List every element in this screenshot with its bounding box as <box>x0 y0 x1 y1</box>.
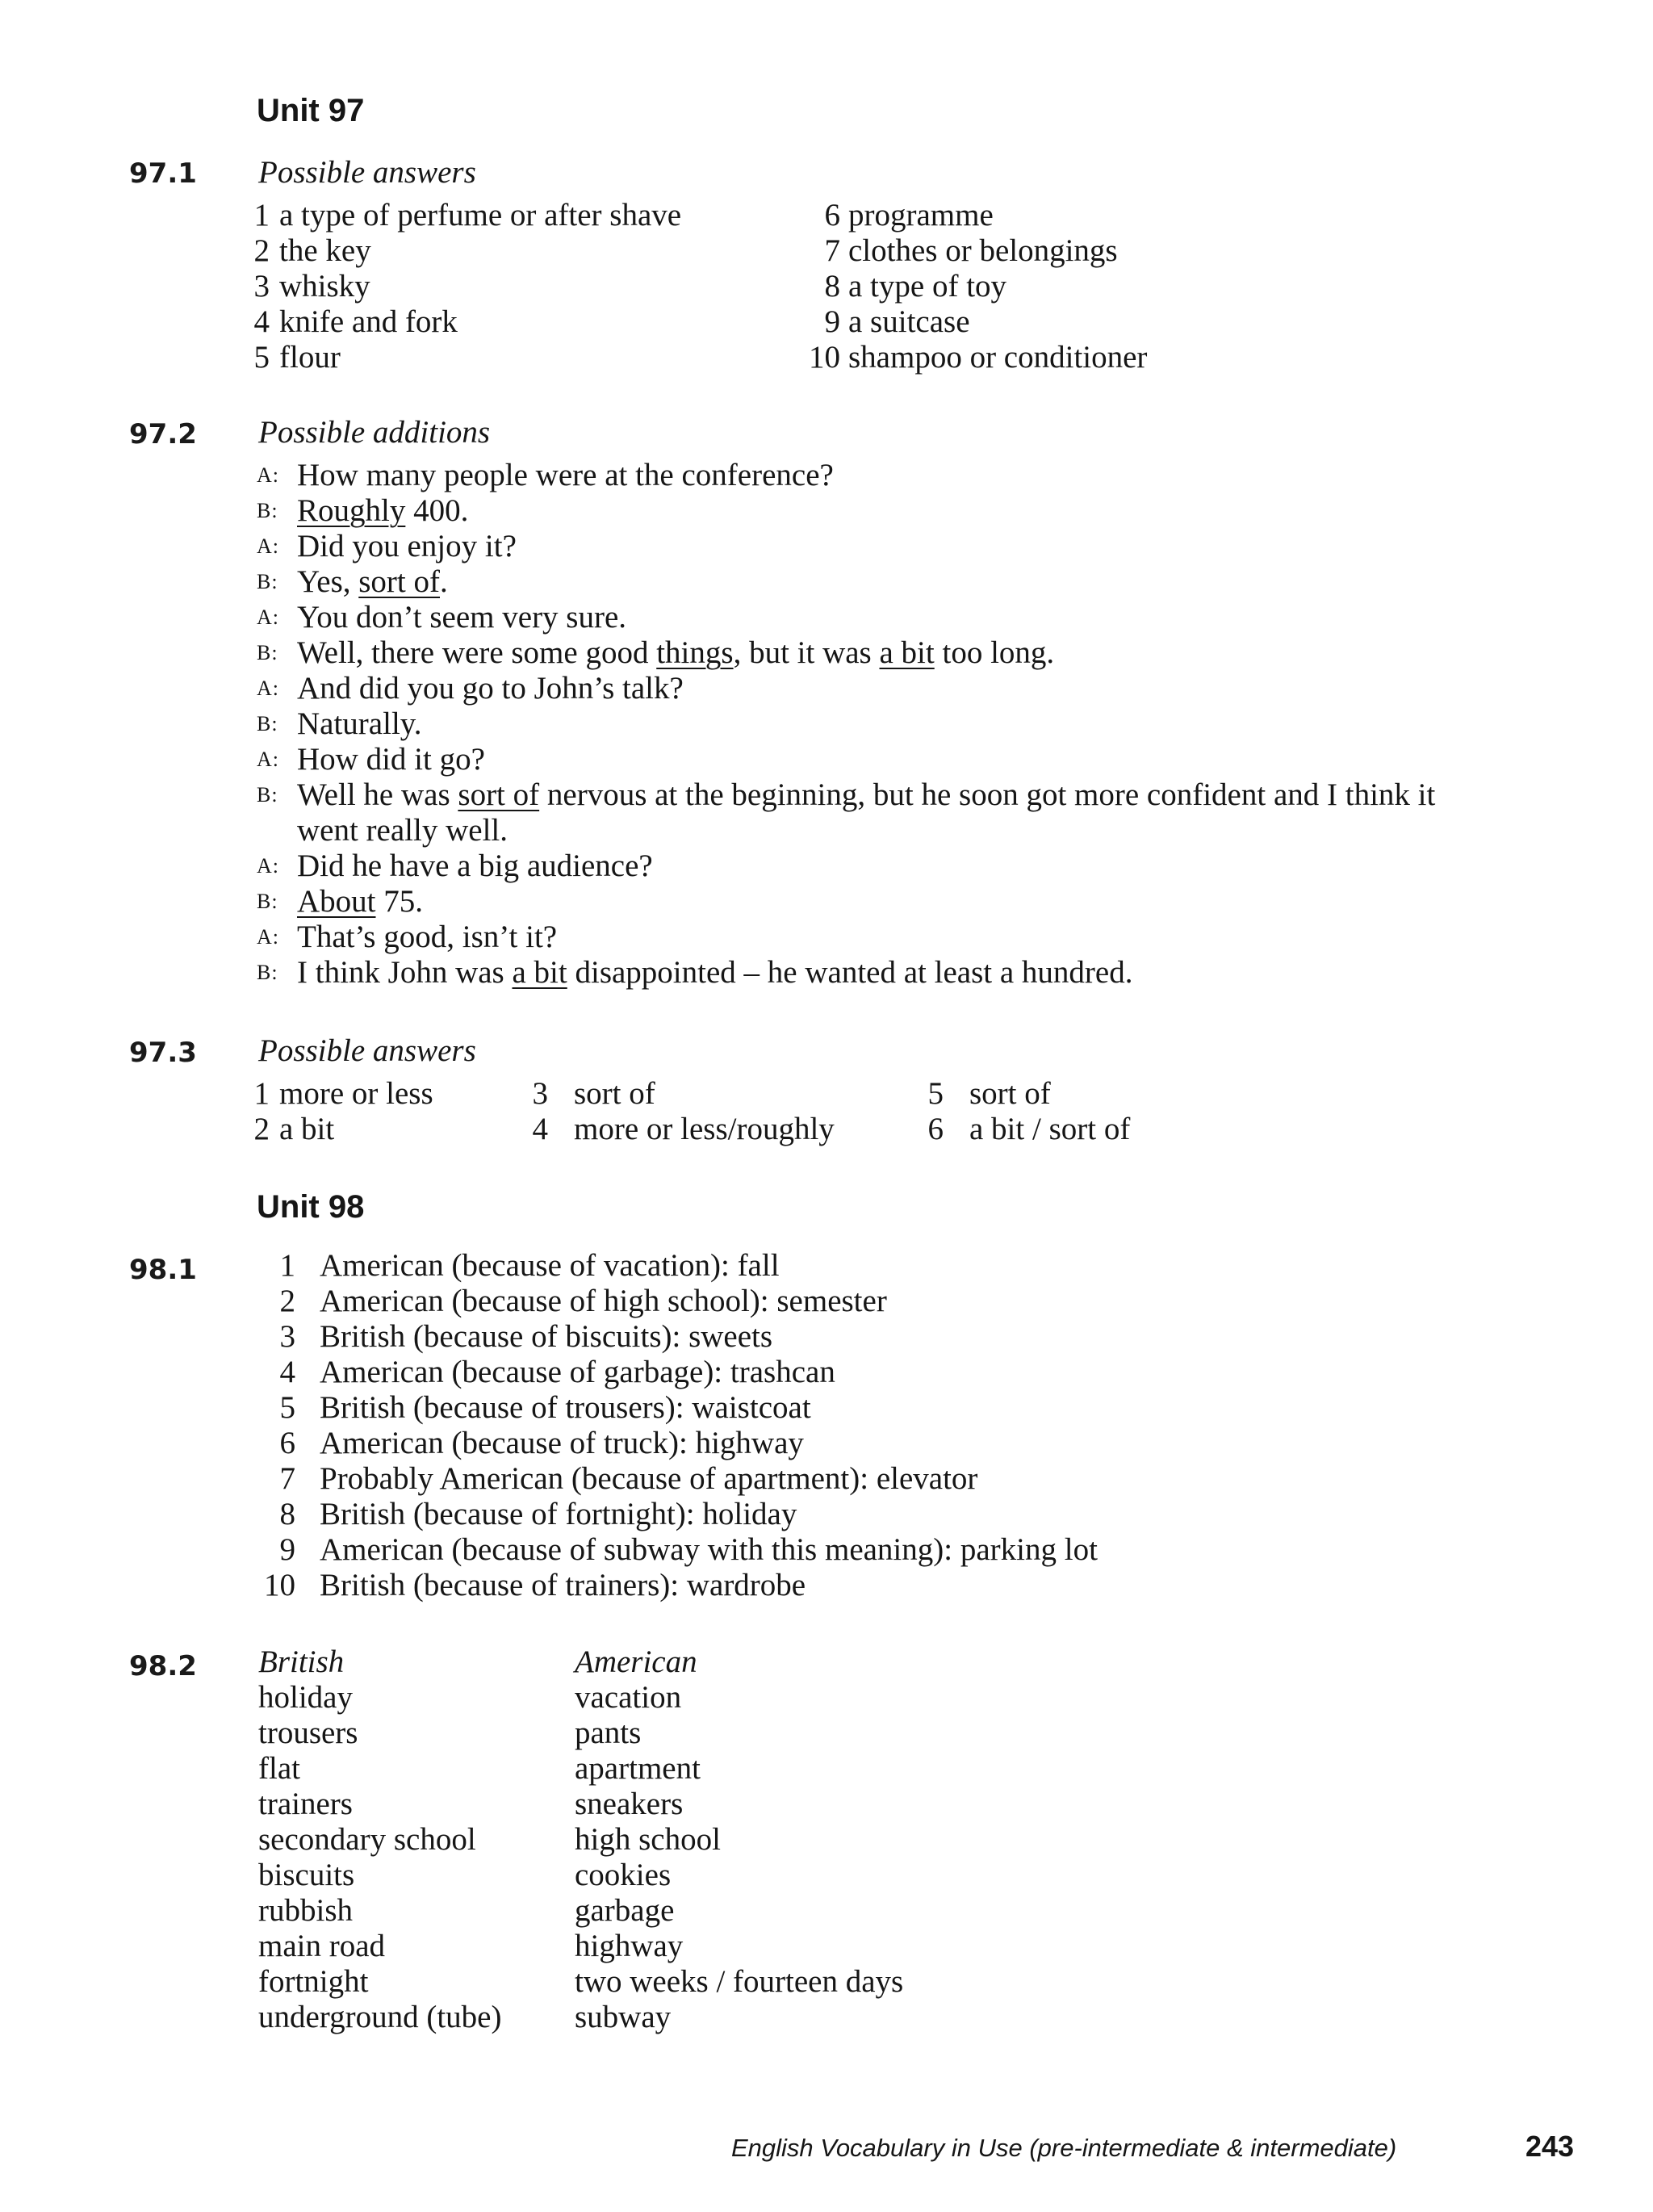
text-segment: 400. <box>405 493 469 528</box>
item-text: British (because of fortnight): holiday <box>320 1497 797 1531</box>
table-row <box>258 1858 1227 1893</box>
exercise-heading-97-2: Possible additions <box>258 415 491 450</box>
text-segment: Yes, <box>297 564 359 599</box>
dialogue-line <box>257 777 1564 813</box>
underlined-phrase: Roughly <box>297 493 406 528</box>
british-word: flat <box>258 1751 300 1786</box>
dialogue-line <box>257 848 1564 884</box>
exercise-number-97-3: 97.3 <box>129 1037 197 1069</box>
speaker-label: A: <box>257 925 279 949</box>
british-word: trousers <box>258 1716 358 1750</box>
dialogue-text <box>297 600 626 635</box>
speaker-label: A: <box>257 854 279 878</box>
text-segment: Naturally. <box>297 706 422 741</box>
american-word: apartment <box>575 1751 701 1786</box>
underlined-phrase: a bit <box>512 955 567 990</box>
dialogue-text <box>297 529 517 564</box>
item-text: American (because of garbage): trashcan <box>320 1355 835 1389</box>
item-number: 7 <box>824 233 840 268</box>
dialogue-text <box>297 564 448 600</box>
speaker-label: A: <box>257 463 279 487</box>
item-text: whisky <box>279 269 370 304</box>
exercise-number-97-1: 97.1 <box>129 157 197 190</box>
item-number: 6 <box>279 1426 295 1460</box>
table-row <box>258 1929 1227 1964</box>
item-text: a type of perfume or after shave <box>279 198 682 233</box>
item-number: 9 <box>279 1532 295 1567</box>
item-text: British (because of biscuits): sweets <box>320 1319 773 1354</box>
table-row <box>258 2000 1227 2035</box>
list-item <box>242 1284 1372 1319</box>
list-item <box>242 1319 1372 1355</box>
item-text: Probably American (because of apartment): elevator <box>320 1461 978 1496</box>
item-number: 10 <box>809 340 840 375</box>
british-word: rubbish <box>258 1893 353 1928</box>
speaker-label: B: <box>257 499 278 522</box>
item-number: 1 <box>253 198 270 233</box>
exercise-heading-97-3: Possible answers <box>258 1033 476 1068</box>
page-number: 243 <box>1525 2130 1575 2163</box>
speaker-label: A: <box>257 605 279 629</box>
item-number: 10 <box>264 1568 295 1602</box>
item-text: more or less/roughly <box>574 1112 835 1146</box>
item-number: 7 <box>279 1461 295 1496</box>
item-text: knife and fork <box>279 304 458 339</box>
text-segment: How did it go? <box>297 742 485 777</box>
speaker-label: B: <box>257 961 278 984</box>
text-segment: nervous at the beginning, but he soon got more confident and I think it <box>539 777 1436 812</box>
text-segment: . <box>440 564 448 599</box>
list-item <box>795 340 1360 375</box>
british-word: secondary school <box>258 1822 476 1857</box>
speaker-label: B: <box>257 890 278 913</box>
item-text: a bit / sort of <box>969 1112 1131 1146</box>
text-segment: , but it was <box>733 635 880 670</box>
answers-97-3-col2 <box>521 1076 876 1147</box>
list-item <box>242 1248 1372 1284</box>
item-number: 6 <box>927 1112 944 1146</box>
speaker-label: B: <box>257 641 278 664</box>
list-item <box>795 198 1360 233</box>
list-item <box>916 1076 1271 1112</box>
exercise-number-97-2: 97.2 <box>129 418 197 450</box>
table-row <box>258 1680 1227 1716</box>
dialogue-line <box>257 920 1564 955</box>
british-word: biscuits <box>258 1858 355 1892</box>
item-number: 3 <box>279 1319 295 1354</box>
text-segment: 75. <box>375 884 423 919</box>
text-segment: Well he was <box>297 777 458 812</box>
item-number: 4 <box>532 1112 548 1146</box>
exercise-number-98-2: 98.2 <box>129 1650 197 1682</box>
list-item <box>916 1112 1271 1147</box>
list-item <box>242 1497 1372 1532</box>
item-text: British (because of trainers): wardrobe <box>320 1568 806 1602</box>
dialogue-line <box>257 706 1564 742</box>
american-word: high school <box>575 1822 721 1857</box>
item-text: a type of toy <box>848 269 1007 304</box>
speaker-label: A: <box>257 534 279 558</box>
item-number: 9 <box>824 304 840 339</box>
list-item <box>242 1461 1372 1497</box>
american-word: sneakers <box>575 1787 684 1821</box>
item-text: American (because of truck): highway <box>320 1426 804 1460</box>
item-number: 4 <box>253 304 270 339</box>
exercise-number-98-1: 98.1 <box>129 1254 197 1286</box>
text-segment: How many people were at the conference? <box>297 458 834 492</box>
text-segment: I think John was <box>297 955 513 990</box>
british-column-heading: British <box>258 1644 345 1679</box>
dialogue-text <box>297 458 834 493</box>
table-row <box>258 1751 1227 1787</box>
dialogue-line <box>257 600 1564 635</box>
item-text: American (because of subway with this meaning): parking lot <box>320 1532 1098 1567</box>
item-text: a bit <box>279 1112 335 1146</box>
item-text: American (because of high school): semester <box>320 1284 887 1318</box>
american-column-heading: American <box>575 1644 697 1679</box>
dialogue-text <box>297 884 423 920</box>
dialogue-text <box>297 493 468 529</box>
american-word: vacation <box>575 1680 682 1715</box>
item-text: British (because of trousers): waistcoat <box>320 1390 811 1425</box>
dialogue-line <box>257 493 1564 529</box>
item-number: 8 <box>279 1497 295 1531</box>
american-word: subway <box>575 2000 672 2034</box>
text-segment: That’s good, isn’t it? <box>297 920 558 954</box>
unit-98-title: Unit 98 <box>257 1189 365 1225</box>
table-row <box>258 1787 1227 1822</box>
american-word: cookies <box>575 1858 672 1892</box>
item-text: a suitcase <box>848 304 970 339</box>
british-word: trainers <box>258 1787 353 1821</box>
text-segment: And did you go to John’s talk? <box>297 671 684 706</box>
list-item <box>242 1568 1372 1603</box>
american-word: pants <box>575 1716 642 1750</box>
dialogue-text <box>297 813 508 848</box>
british-word: underground (tube) <box>258 2000 502 2034</box>
text-segment: disappointed – he wanted at least a hundred. <box>567 955 1133 990</box>
answers-98-1 <box>242 1248 1372 1603</box>
dialogue-text <box>297 920 557 955</box>
book-title-footer: English Vocabulary in Use (pre-intermediate & intermediate) <box>731 2134 1397 2162</box>
dialogue-line <box>257 635 1564 671</box>
exercise-heading-97-1: Possible answers <box>258 155 476 190</box>
text-segment: went really well. <box>297 813 508 848</box>
list-item <box>242 198 807 233</box>
item-number: 2 <box>279 1284 295 1318</box>
british-word: fortnight <box>258 1964 369 1999</box>
answers-97-1-left <box>242 198 807 375</box>
list-item <box>795 304 1360 340</box>
dialogue-97-2 <box>257 458 1564 991</box>
dialogue-text <box>297 955 1132 991</box>
item-text: programme <box>848 198 994 233</box>
answers-97-3-col3 <box>916 1076 1271 1147</box>
dialogue-text <box>297 671 684 706</box>
dialogue-line <box>257 955 1564 991</box>
underlined-phrase: About <box>297 884 376 919</box>
text-segment: Did he have a big audience? <box>297 848 653 883</box>
american-word: garbage <box>575 1893 675 1928</box>
table-row <box>258 1716 1227 1751</box>
dialogue-text <box>297 777 1435 813</box>
list-item <box>242 269 807 304</box>
item-number: 2 <box>253 233 270 268</box>
table-row <box>258 1822 1227 1858</box>
british-word: main road <box>258 1929 386 1963</box>
answers-97-1-right <box>795 198 1360 375</box>
item-number: 5 <box>253 340 270 375</box>
table-row <box>258 1893 1227 1929</box>
underlined-phrase: things <box>656 635 734 670</box>
item-text: sort of <box>969 1076 1051 1111</box>
item-number: 6 <box>824 198 840 233</box>
item-text: shampoo or conditioner <box>848 340 1148 375</box>
british-american-table <box>258 1680 1227 2035</box>
unit-97-title: Unit 97 <box>257 93 365 128</box>
dialogue-line <box>257 564 1564 600</box>
underlined-phrase: sort of <box>358 564 440 599</box>
british-word: holiday <box>258 1680 353 1715</box>
item-number: 4 <box>279 1355 295 1389</box>
item-number: 5 <box>279 1390 295 1425</box>
speaker-label: B: <box>257 783 278 806</box>
item-number: 5 <box>927 1076 944 1111</box>
list-item <box>795 269 1360 304</box>
item-number: 1 <box>253 1076 270 1111</box>
item-number: 3 <box>253 269 270 304</box>
list-item <box>795 233 1360 269</box>
list-item <box>242 1112 517 1147</box>
dialogue-text <box>297 742 485 777</box>
dialogue-line <box>257 742 1564 777</box>
dialogue-line <box>257 458 1564 493</box>
speaker-label: B: <box>257 570 278 593</box>
item-number: 8 <box>824 269 840 304</box>
dialogue-text <box>297 706 422 742</box>
speaker-label: A: <box>257 677 279 700</box>
item-text: the key <box>279 233 371 268</box>
list-item <box>242 304 807 340</box>
dialogue-line <box>257 671 1564 706</box>
item-text: more or less <box>279 1076 433 1111</box>
table-row <box>258 1964 1227 2000</box>
item-text: clothes or belongings <box>848 233 1118 268</box>
text-segment: Well, there were some good <box>297 635 657 670</box>
list-item <box>242 1076 517 1112</box>
item-number: 2 <box>253 1112 270 1146</box>
american-word: two weeks / fourteen days <box>575 1964 904 1999</box>
dialogue-text <box>297 848 653 884</box>
dialogue-line <box>257 529 1564 564</box>
speaker-label: B: <box>257 712 278 735</box>
american-word: highway <box>575 1929 684 1963</box>
dialogue-text <box>297 635 1054 671</box>
list-item <box>242 340 807 375</box>
list-item <box>242 233 807 269</box>
underlined-phrase: sort of <box>458 777 540 812</box>
item-number: 1 <box>279 1248 295 1283</box>
dialogue-line <box>257 884 1564 920</box>
list-item <box>242 1426 1372 1461</box>
text-segment: Did you enjoy it? <box>297 529 517 563</box>
dialogue-line <box>257 813 1564 848</box>
list-item <box>242 1532 1372 1568</box>
answers-97-3-col1 <box>242 1076 517 1147</box>
list-item <box>242 1390 1372 1426</box>
list-item <box>521 1112 876 1147</box>
item-text: flour <box>279 340 341 375</box>
text-segment: You don’t seem very sure. <box>297 600 627 635</box>
speaker-label: A: <box>257 748 279 771</box>
list-item <box>521 1076 876 1112</box>
list-item <box>242 1355 1372 1390</box>
item-text: sort of <box>574 1076 655 1111</box>
item-number: 3 <box>532 1076 548 1111</box>
item-text: American (because of vacation): fall <box>320 1248 780 1283</box>
underlined-phrase: a bit <box>879 635 935 670</box>
text-segment: too long. <box>934 635 1055 670</box>
